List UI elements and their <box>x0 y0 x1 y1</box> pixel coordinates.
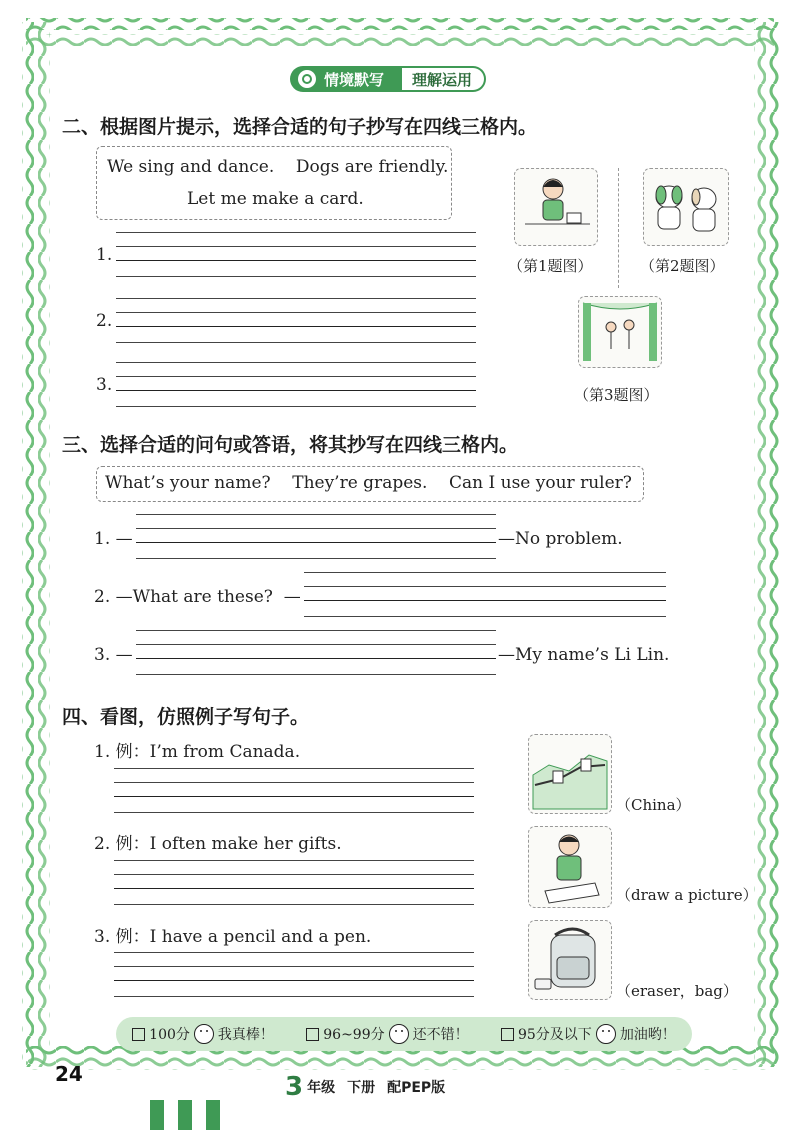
grade-number: 3 <box>285 1072 304 1102</box>
s3-q1-answer: —No problem. <box>498 529 623 549</box>
s3-q2-writing-lines[interactable] <box>304 572 666 630</box>
section3-options-box <box>96 466 644 502</box>
s2-item1-writing-lines[interactable] <box>116 232 476 290</box>
section3-options: What’s your name? They’re grapes. Can I use your ruler? <box>105 473 632 493</box>
s2-item3-writing-lines[interactable] <box>116 362 476 420</box>
s4-item3-prompt: 3. 例：I have a pencil and a pen. <box>94 927 372 947</box>
section3-title: 三、选择合适的问句或答语，将其抄写在四线三格内。 <box>62 434 519 456</box>
checkbox-icon[interactable] <box>306 1028 319 1041</box>
grade-edition-tag <box>285 1073 457 1101</box>
score-comment-95-below: 加油哟！ <box>619 1027 676 1043</box>
s3-q1-prefix: 1. — <box>94 529 133 549</box>
caption-pic1: （第1题图） <box>508 257 593 275</box>
s3-q1-writing-lines[interactable] <box>136 514 496 572</box>
s2-item2-writing-lines[interactable] <box>116 298 476 356</box>
score-option-100[interactable] <box>132 1024 274 1044</box>
edition-label: 配PEP版 <box>387 1080 446 1096</box>
section2-options-line1: We sing and dance. Dogs are friendly. <box>107 157 449 177</box>
self-assessment-bar <box>116 1017 692 1051</box>
section2-options-box <box>96 146 452 220</box>
girl-making-card-image <box>514 168 598 246</box>
score-label-95-below: 95分及以下 <box>517 1027 592 1043</box>
score-comment-96-99: 还不错！ <box>412 1027 469 1043</box>
s4-item2-hint: （draw a picture） <box>616 886 758 904</box>
schoolbag-eraser-image <box>528 920 612 1000</box>
smile-face-icon <box>389 1024 409 1044</box>
s3-q2-prefix: 2. —What are these? — <box>94 587 301 607</box>
score-label-96-99: 96~99分 <box>323 1027 385 1043</box>
score-label-100: 100分 <box>149 1027 190 1043</box>
s4-item3-writing-lines[interactable] <box>114 952 474 1010</box>
caption-pic3: （第3题图） <box>574 386 659 404</box>
score-comment-100: 我真棒！ <box>217 1027 274 1043</box>
s4-item2-writing-lines[interactable] <box>114 860 474 918</box>
cheer-face-icon <box>596 1024 616 1044</box>
s4-item2-prompt: 2. 例：I often make her gifts. <box>94 834 342 854</box>
great-wall-image <box>528 734 612 814</box>
dogs-image <box>643 168 729 246</box>
score-option-95-below[interactable] <box>501 1024 676 1044</box>
caption-pic2: （第2题图） <box>640 257 725 275</box>
tag-left <box>290 66 402 92</box>
section2-options-line2: Let me make a card. <box>187 189 364 209</box>
page-number: 24 <box>55 1062 83 1086</box>
tag-right <box>402 66 486 92</box>
score-option-96-99[interactable] <box>306 1024 468 1044</box>
s4-item1-hint: （China） <box>616 796 691 814</box>
section4-title: 四、看图，仿照例子写句子。 <box>62 706 310 728</box>
boy-drawing-image <box>528 826 612 908</box>
section-header-tag <box>290 66 486 92</box>
checkbox-icon[interactable] <box>501 1028 514 1041</box>
children-dancing-image <box>578 296 662 368</box>
tag-right-label: 理解运用 <box>412 70 473 89</box>
volume-label: 下册 <box>347 1080 376 1096</box>
tag-left-label: 情境默写 <box>324 70 385 89</box>
picture-divider <box>618 168 619 288</box>
s4-item1-writing-lines[interactable] <box>114 768 474 826</box>
s4-item1-prompt: 1. 例：I’m from Canada. <box>94 742 301 762</box>
s2-item1-number: 1. <box>96 245 113 265</box>
s2-item2-number: 2. <box>96 311 113 331</box>
grade-label: 年级 <box>307 1080 336 1096</box>
s3-q3-prefix: 3. — <box>94 645 133 665</box>
checkbox-icon[interactable] <box>132 1028 145 1041</box>
medal-icon <box>298 70 316 88</box>
s3-q3-answer: —My name’s Li Lin. <box>498 645 670 665</box>
section2-title: 二、根据图片提示，选择合适的句子抄写在四线三格内。 <box>62 116 538 138</box>
s4-item3-hint: （eraser，bag） <box>616 982 738 1000</box>
s2-item3-number: 3. <box>96 375 113 395</box>
s3-q3-writing-lines[interactable] <box>136 630 496 688</box>
happy-face-icon <box>194 1024 214 1044</box>
